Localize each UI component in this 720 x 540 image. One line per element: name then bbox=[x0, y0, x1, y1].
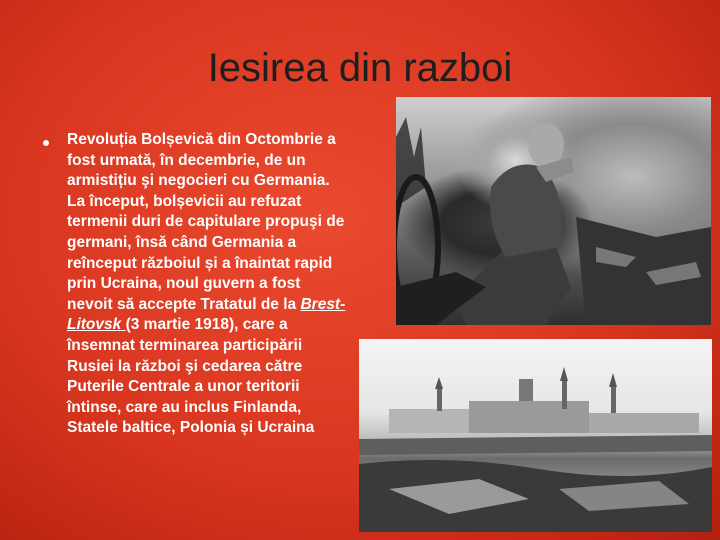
brest-litovsk-link[interactable]: Brest-Litovsk bbox=[67, 295, 346, 334]
photo-soldier-in-ruins bbox=[396, 97, 711, 325]
photo-brest-litovsk-fortress-drawing bbox=[359, 339, 712, 532]
photo-brest-litovsk-fortress bbox=[359, 339, 712, 532]
body-text-part2: (3 martie 1918), care a însemnat terminarea participării Rusiei la război şi cedarea către Puterile Centrale a unor teritorii întinse, care au inclus Finlanda, Statele baltice, Polonia și Ucraina bbox=[67, 316, 315, 437]
bullet-icon bbox=[43, 140, 49, 146]
photo-soldier-in-ruins-drawing bbox=[396, 97, 711, 325]
slide-title: Iesirea din razboi bbox=[207, 46, 513, 90]
body-text-part1: Revoluția Bolșevică din Octombrie a fost urmată, în decembrie, de un armistițiu şi negocieri cu Germania. La început, bolșevicii au refuzat termenii duri de capitulare propuşi de germani, însă când Germania a reînceput războiul și a înaintat rapid prin Ucraina, noul guvern a fost nevoit să accepte Tratatul de la bbox=[67, 131, 345, 313]
slide-body-text bbox=[67, 130, 347, 439]
